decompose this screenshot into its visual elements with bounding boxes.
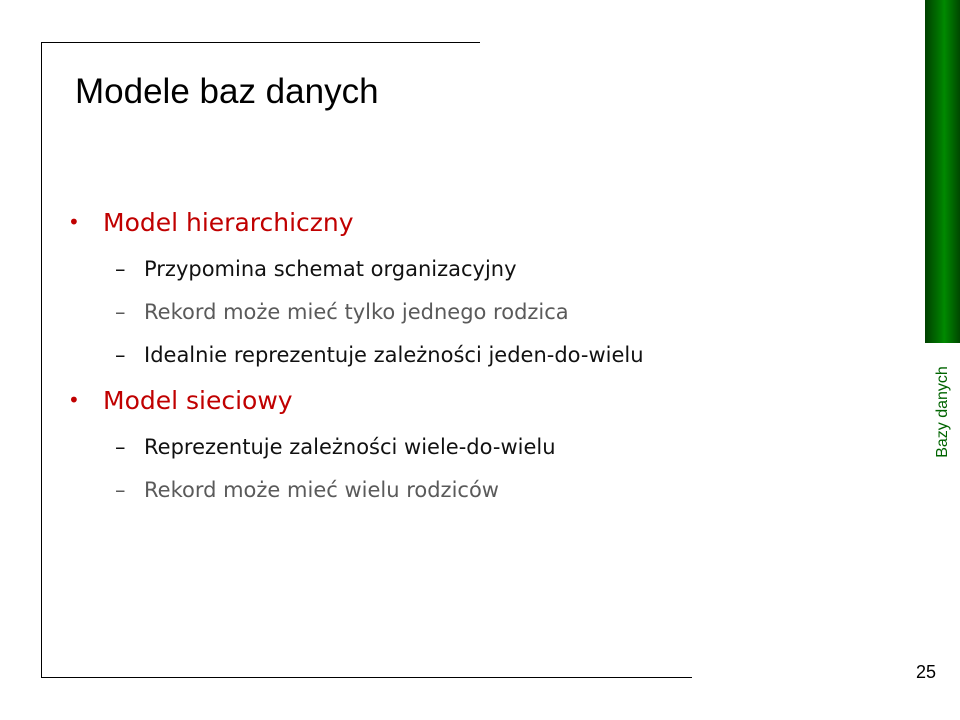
sub-bullet-marker: – — [115, 257, 126, 281]
slide-frame-left-border — [41, 42, 42, 678]
bullet-text: Model hierarchiczny — [103, 208, 354, 237]
slide-frame-top-border — [41, 42, 480, 43]
sidebar-label: Bazy danych — [934, 366, 951, 458]
bullet-text: Model sieciowy — [103, 386, 293, 415]
sub-bullet-marker: – — [115, 478, 126, 502]
slide-title: Modele baz danych — [75, 72, 379, 111]
bullet-marker: • — [68, 388, 80, 412]
sub-bullet-text: Przypomina schemat organizacyjny — [144, 257, 517, 281]
bullet-marker: • — [68, 210, 80, 234]
sub-bullet-text: Idealnie reprezentuje zależności jeden-do-wielu — [144, 343, 644, 367]
slide-frame-bottom-border — [41, 677, 692, 678]
sub-bullet-marker: – — [115, 435, 126, 459]
sub-bullet-text: Rekord może mieć tylko jednego rodzica — [144, 300, 569, 324]
sub-bullet-text: Reprezentuje zależności wiele-do-wielu — [144, 435, 556, 459]
page-number: 25 — [916, 662, 937, 682]
sub-bullet-marker: – — [115, 300, 126, 324]
sub-bullet-text: Rekord może mieć wielu rodziców — [144, 478, 499, 502]
sub-bullet-marker: – — [115, 343, 126, 367]
sidebar-decorative-bar — [925, 0, 960, 343]
